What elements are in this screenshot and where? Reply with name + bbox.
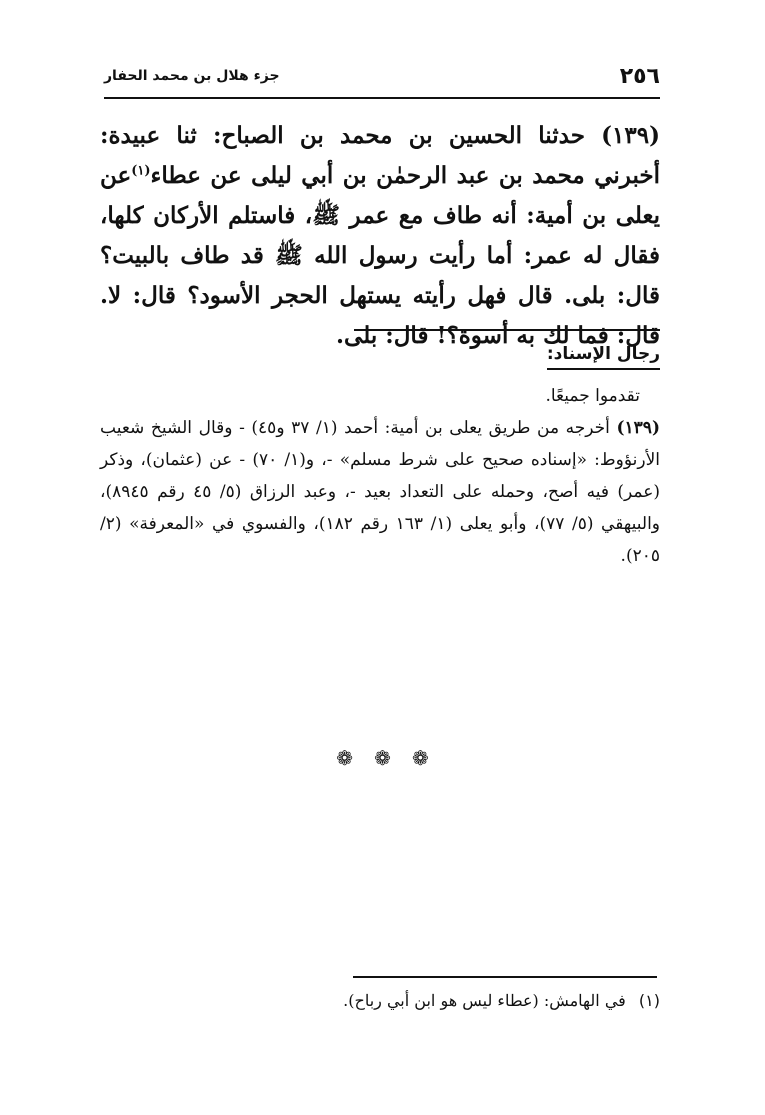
flower-icon: ❁ (336, 746, 354, 770)
flower-icon: ❁ (374, 746, 391, 770)
takhrij-number: (١٣٩) (616, 418, 660, 438)
flower-icon: ❁ (411, 746, 429, 770)
header-divider (104, 97, 660, 99)
hadith-text-part-1: حدثنا الحسين بن محمد بن الصباح: ثنا عبيدة: أخبرني محمد بن عبد الرحمٰن بن أبي ليلى عن عطاء (100, 122, 660, 189)
footnote-text: في الهامش: (عطاء ليس هو ابن أبي رباح). (343, 991, 626, 1010)
running-title: جزء هلال بن محمد الحفار (104, 68, 280, 84)
hadith-number: (١٣٩) (601, 122, 660, 149)
rijal-heading: رجال الإسناد: (547, 344, 660, 370)
footnote (100, 987, 660, 1015)
takhrij-intro: تقدموا جميعًا. (545, 386, 640, 406)
takhrij-paragraph (100, 412, 660, 572)
footnote-number: (١) (638, 991, 660, 1010)
footnote-marker: (١) (131, 163, 151, 179)
page-header (104, 62, 660, 90)
section-ornament (0, 746, 765, 770)
hadith-text (100, 116, 660, 356)
hadith-text-part-2: عن يعلى بن أمية: أنه طاف مع عمر ﷺ، فاستلم الأركان كلها، فقال له عمر: أما رأيت رسول الله ﷺ قد طاف بالبيت؟ قال: بلى. قال فهل رأيته يستهل الحجر الأسود؟ قال: لا. قال: فما لك به أسوة؟! قال: بلى. (100, 162, 660, 349)
takhrij-text: أخرجه من طريق يعلى بن أمية: أحمد (١/ ٣٧ و٤٥) - وقال الشيخ شعيب الأرنؤوط: «إسناده صحيح على شرط مسلم» -، و(١/ ٧٠) - عن (عثمان)، وذكر (عمر) فيه أصح، وحمله على التعداد بعيد -، وعبد الرزاق (٥/ ٤٥ رقم ٨٩٤٥)، والبيهقي (٥/ ٧٧)، وأبو يعلى (١/ ١٦٣ رقم ١٨٢)، والفسوي في «المعرفة» (٢/ ٢٠٥). (100, 418, 660, 566)
footnote-divider (353, 976, 657, 978)
takhrij-section (100, 380, 660, 572)
rijal-section (100, 344, 660, 370)
page-number: ٢٥٦ (619, 63, 660, 89)
section-divider (354, 329, 660, 331)
